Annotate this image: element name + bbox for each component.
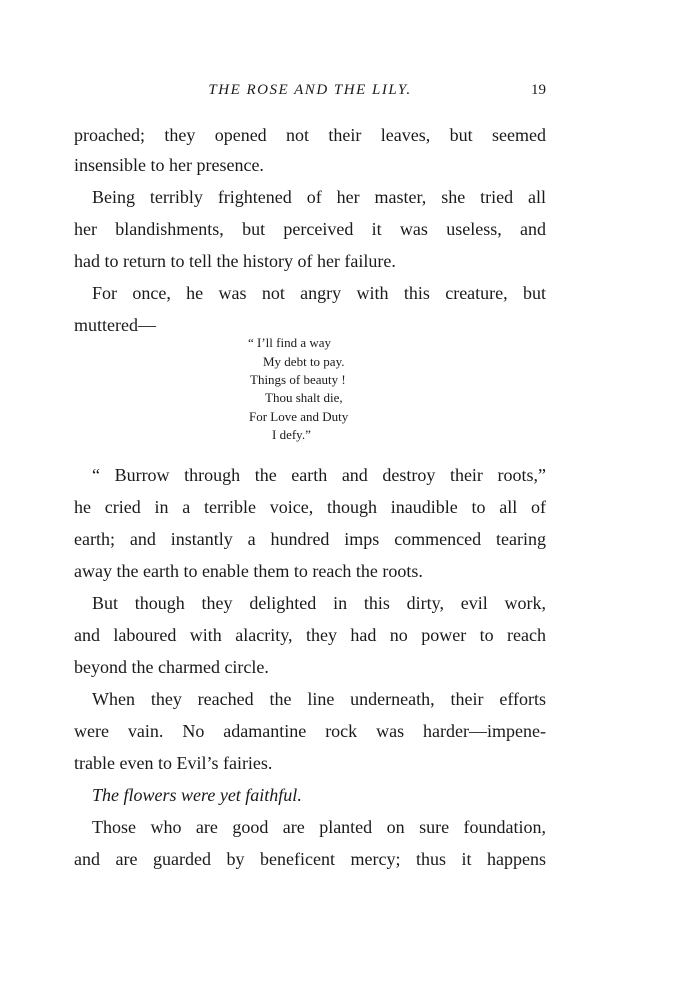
text-line-italic: The flowers were yet faithful. <box>92 785 302 805</box>
page-header <box>74 82 546 106</box>
text-line: insensible to her presence. <box>74 155 264 175</box>
text-line: had to return to tell the history of her failure. <box>74 251 396 271</box>
verse-line: Thou shalt die, <box>265 390 343 405</box>
text-line: muttered— <box>74 315 156 335</box>
text-line: earth; and instantly a hundred imps commenced tearing <box>74 529 546 549</box>
text-line: and are guarded by beneficent mercy; thus it happens <box>74 849 546 869</box>
text-line: “ Burrow through the earth and destroy their roots,” <box>92 465 546 485</box>
text-line: and laboured with alacrity, they had no power to reach <box>74 625 546 645</box>
text-line: beyond the charmed circle. <box>74 657 269 677</box>
verse-line: For Love and Duty <box>249 409 349 424</box>
verse-line: “ I’ll find a way <box>248 335 332 350</box>
text-line: Being terribly frightened of her master, she tried all <box>92 187 546 207</box>
running-title: THE ROSE AND THE LILY. <box>208 82 412 98</box>
verse-line: My debt to pay. <box>263 354 345 369</box>
text-line: But though they delighted in this dirty, evil work, <box>92 593 546 613</box>
verse-line: Things of beauty ! <box>250 372 346 387</box>
text-line: When they reached the line underneath, their efforts <box>92 689 546 709</box>
text-line: trable even to Evil’s fairies. <box>74 753 273 773</box>
text-line: he cried in a terrible voice, though inaudible to all of <box>74 497 546 517</box>
text-line: Those who are good are planted on sure foundation, <box>92 817 546 837</box>
page-number: 19 <box>531 82 546 98</box>
verse-line: I defy.” <box>272 427 311 442</box>
text-line: proached; they opened not their leaves, but seemed <box>74 125 546 145</box>
text-line: her blandishments, but perceived it was useless, and <box>74 219 546 239</box>
text-line: away the earth to enable them to reach the roots. <box>74 561 423 581</box>
text-line: were vain. No adamantine rock was harder—impene- <box>74 721 546 741</box>
text-line: For once, he was not angry with this creature, but <box>92 283 546 303</box>
